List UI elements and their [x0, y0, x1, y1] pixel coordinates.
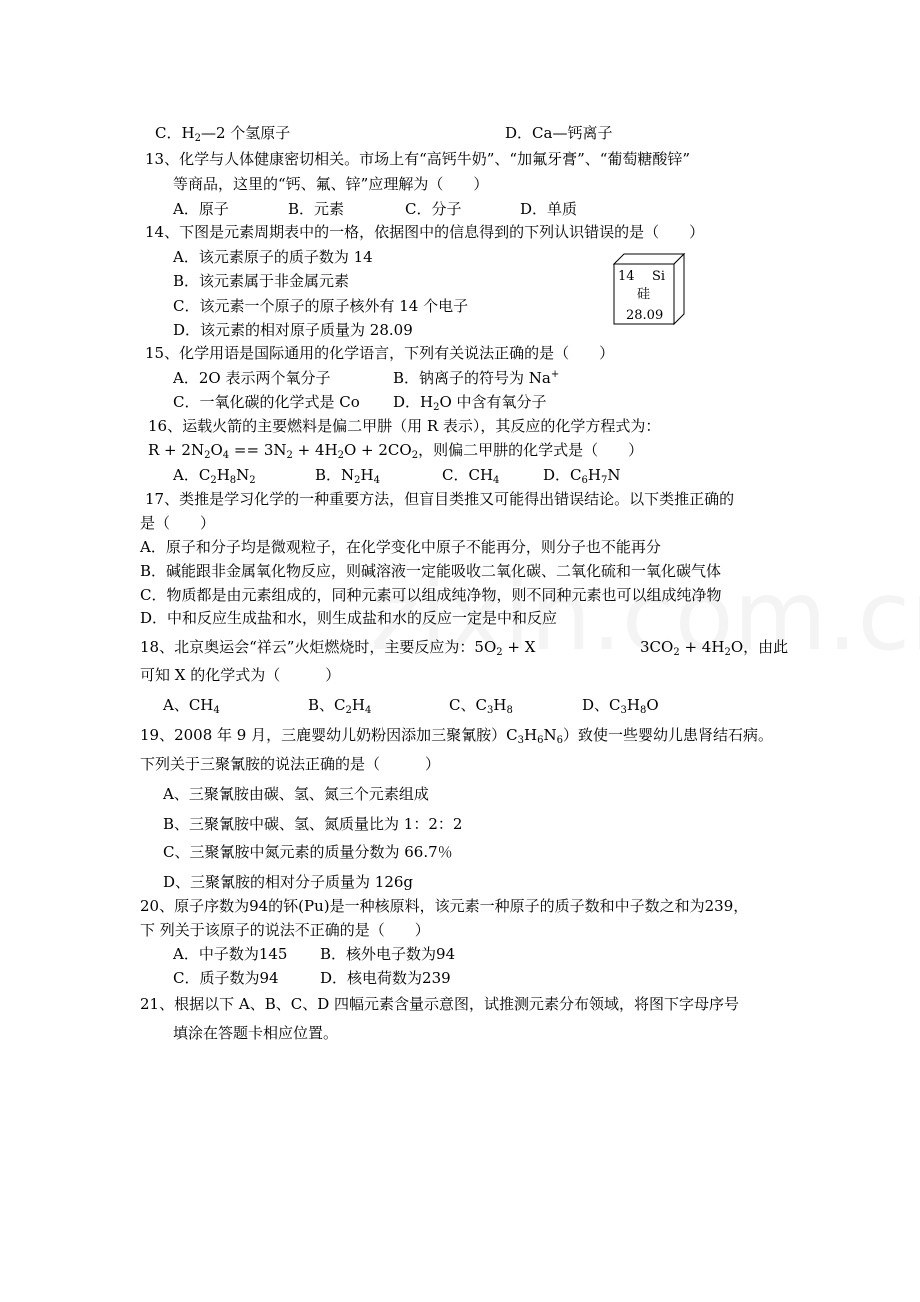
q14-option-a: A．该元素原子的质子数为 14: [173, 248, 373, 266]
q17-option-c: C．物质都是由元素组成的，同种元素可以组成纯净物，则不同种元素也可以组成纯净物: [140, 586, 722, 604]
q15-option-d: D．$H_2O$ 中含有氧分子: [393, 393, 547, 413]
q17-option-d: D．中和反应生成盐和水，则生成盐和水的反应一定是中和反应: [140, 609, 558, 627]
q18-option-b: B、$C_2H_4$: [308, 696, 372, 716]
q12-option-c: C．$H_2—2$ 个氢原子: [155, 124, 291, 144]
q19-option-c: C、三聚氰胺中氮元素的质量分数为 66.7％: [163, 843, 453, 861]
q16-option-c: C．$CH_4$: [442, 466, 500, 486]
q13-option-c: C．分子: [405, 200, 462, 218]
q17-option-b: B．碱能跟非金属氧化物反应，则碱溶液一定能吸收二氧化碳、二氧化硫和一氧化碳气体: [140, 562, 722, 580]
q13-stem-cont: 等商品，这里的“钙、氟、锌”应理解为（ ）: [173, 175, 489, 193]
periodic-table-cell-silicon: [612, 250, 692, 330]
q14-option-c: C．该元素一个原子的原子核外有 14 个电子: [173, 297, 469, 315]
q19-option-d: D、三聚氰胺的相对分子质量为 126g: [163, 873, 414, 891]
q15-option-a: A．2O 表示两个氧分子: [173, 369, 331, 387]
q19-option-a: A、三聚氰胺由碳、氢、氮三个元素组成: [163, 785, 429, 803]
q19-option-b: B、三聚氰胺中碳、氢、氮质量比为 1：2：2: [163, 815, 463, 833]
q18-option-a: A、$CH_4$: [163, 696, 220, 716]
q15-option-c: C．一氧化碳的化学式是 Co: [173, 393, 360, 411]
q20-stem-cont: 下 列关于该原子的说法不正确的是（ ）: [140, 921, 430, 939]
q13-option-d: D．单质: [520, 200, 578, 218]
q18-option-d: D、$C_3H_8O$: [582, 696, 659, 716]
q20-stem: 20、原子序数为94的钚(Pu)是一种核原料，该元素一种原子的质子数和中子数之和为239，: [140, 897, 749, 915]
cell-atomic-number: 14: [618, 269, 635, 284]
q12-option-d: D．Ca—钙离子: [505, 124, 613, 142]
q18-option-c: C、$C_3H_8$: [449, 696, 513, 716]
q16-option-b: B．$N_2H_4$: [315, 466, 380, 486]
cell-symbol: Si: [652, 269, 666, 284]
q17-stem: 17、类推是学习化学的一种重要方法，但盲目类推又可能得出错误结论。以下类推正确的: [145, 490, 735, 508]
q13-option-a: A．原子: [173, 200, 229, 218]
q18-stem-cont: 可知 X 的化学式为（ ）: [140, 666, 341, 684]
q15-stem: 15、化学用语是国际通用的化学语言，下列有关说法正确的是（ ）: [145, 344, 615, 362]
q21-stem: 21、根据以下 A、B、C、D 四幅元素含量示意图，试推测元素分布领域，将图下字母序号: [140, 995, 739, 1013]
q13-option-b: B．元素: [288, 200, 345, 218]
q16-equation: $R + 2N_2O_4 == 3N_2 + 4H_2O + 2CO_2$，则偏二甲肼的化学式是（ ）: [148, 441, 644, 461]
q19-stem: 19、2008 年 9 月，三鹿婴幼儿奶粉因添加三聚氰胺）$C_3H_6N_6$）致使一些婴幼儿患肾结石病。: [140, 726, 773, 746]
q14-stem: 14、下图是元素周期表中的一格，依据图中的信息得到的下列认识错误的是（ ）: [145, 223, 705, 241]
q16-option-d: D．$C_6H_7N$: [543, 466, 621, 486]
q16-stem: 16、运载火箭的主要燃料是偏二甲肼（用 R 表示），其反应的化学方程式为：: [148, 417, 661, 435]
q19-stem-cont: 下列关于三聚氰胺的说法正确的是（ ）: [140, 755, 441, 773]
q18-stem-products: $3CO_2 + 4H_2O$，由此: [640, 638, 789, 658]
cell-atomic-mass: 28.09: [626, 308, 664, 323]
q17-option-a: A．原子和分子均是微观粒子，在化学变化中原子不能再分，则分子也不能再分: [140, 538, 661, 556]
q16-option-a: A．$C_2H_8N_2$: [173, 466, 256, 486]
q20-option-a: A．中子数为145: [173, 945, 288, 963]
q15-option-b: B．钠离子的符号为 Na+: [393, 369, 560, 387]
q20-option-d: D．核电荷数为239: [320, 969, 451, 987]
q20-option-c: C．质子数为94: [173, 969, 279, 987]
cell-element-name: 硅: [637, 287, 651, 302]
q14-option-d: D．该元素的相对原子质量为 28.09: [173, 321, 413, 339]
q13-stem: 13、化学与人体健康密切相关。市场上有“高钙牛奶”、“加氟牙膏”、“葡萄糖酸锌”: [145, 150, 691, 168]
q21-stem-cont: 填涂在答题卡相应位置。: [173, 1024, 339, 1042]
q17-stem-cont: 是（ ）: [140, 514, 216, 532]
q14-option-b: B．该元素属于非金属元素: [173, 272, 350, 290]
q20-option-b: B．核外电子数为94: [320, 945, 456, 963]
q18-stem: 18、北京奥运会“祥云”火炬燃烧时，主要反应为：$5O_2 + X$: [140, 638, 536, 658]
